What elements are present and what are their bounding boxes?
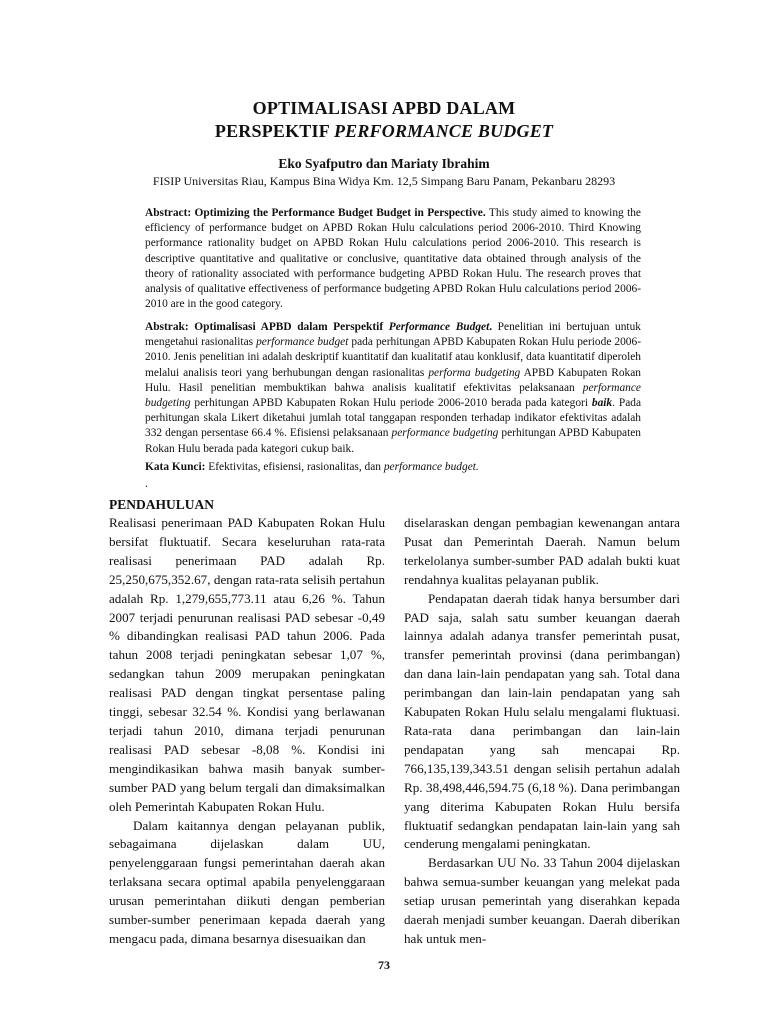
section-heading: PENDAHULUAN (109, 497, 215, 512)
title-line-1: OPTIMALISASI APBD DALAM (252, 98, 516, 118)
abstract-id-italic-2: performa budgeting (428, 366, 521, 379)
abstract-id-text-6: perhitungan APBD Kabupaten Rokan Hulu berada pada kategori cukup baik. (145, 427, 642, 455)
abstract-id-italic-4: baik (591, 397, 613, 410)
keywords-italic: performance budget. (383, 461, 479, 473)
abstract-english (145, 206, 641, 312)
keywords-lead: Kata Kunci: (145, 461, 206, 473)
title-line-2 (0, 120, 768, 143)
keywords-dot: . (145, 476, 148, 490)
abstract-id-italic-3: performance budgeting (145, 381, 641, 410)
right-paragraph-3: Berdasarkan UU No. 33 Tahun 2004 dijelaskan bahwa semua-sumber keuangan yang melekat pada setiap urusan pemerintah yang diserahkan kepada daerah menjadi sumber keuangan. Daerah diberikan hak untuk men- (404, 855, 680, 946)
abstract-indonesian (145, 320, 641, 457)
left-column (109, 514, 385, 949)
right-paragraph-1: diselaraskan dengan pembagian kewenangan antara Pusat dan Pemerintah Daerah. Namun belum terkelolanya sumber-sumber PAD adalah bukti kuat rendahnya kualitas pelayanan publik. (404, 515, 680, 587)
authors: Eko Syafputro dan Mariaty Ibrahim (278, 156, 490, 171)
title-line-2-prefix: PERSPEKTIF (214, 121, 334, 141)
abstract-id-italic-1: performance budget (256, 336, 349, 349)
paper-title (0, 97, 768, 143)
abstract-id-text-4: perhitungan APBD Kabupaten Rokan Hulu periode 2006-2010 berada pada kategori (190, 397, 592, 410)
abstract-english-lead: Abstract: Optimizing the Performance Budget Budget in Perspective. (145, 207, 486, 219)
abstract-id-text-2: pada perhitungan APBD Kabupaten Rokan Hulu periode 2006-2010. Jenis penelitian ini adalah deskriptif kuantitatif dan kualitatif atau konklusif, data kuantitatif diperoleh melalui analisis teori yang berhubungan dengan rasionalitas (145, 336, 641, 379)
title-line-2-italic: PERFORMANCE BUDGET (333, 121, 554, 141)
right-paragraph-2: Pendapatan daerah tidak hanya bersumber dari PAD saja, salah satu sumber keuangan daerah lainnya adalah adanya transfer pemerintah pusat, transfer pemerintah provinsi (dana perimbangan) dan dana lain-lain pendapatan yang sah. Total dana perimbangan dan lain-lain pendapatan yang sah Kabupaten Rokan Hulu selalu mengalami fluktuasi. Rata-rata dana perimbangan dan lain-lain pendapatan yang sah mencapai Rp. 766,135,139,343.51 dengan selisih pertahun adalah Rp. 38,498,446,594.75 (6,18 %). Dana perimbangan yang diterima Kabupaten Rokan Hulu bersifa fluktuatif sedangkan pendapatan lain-lain yang sah cenderung mengalami peningkatan. (404, 590, 680, 852)
abstract-id-italic-5: performance budgeting (391, 427, 499, 440)
abstract-indonesian-lead-end: . (489, 321, 493, 333)
abstract-id-text-3: APBD Kabupaten Rokan Hulu. Hasil penelitian membuktikan bahwa analisis kualitatif efektivitas pelaksanaan (145, 366, 641, 394)
keywords (145, 460, 641, 475)
left-paragraph-2: Dalam kaitannya dengan pelayanan publik, sebagaimana dijelaskan dalam UU, penyelenggaraan fungsi pemerintahan daerah akan terlaksana secara optimal apabila penyelenggaraan urusan pemerintahan diikuti dengan pemberian sumber-sumber penerimaan kepada daerah yang mengacu pada, dimana besarnya disesuaikan dan (109, 817, 385, 946)
abstract-indonesian-lead-italic: Performance Budget (388, 321, 490, 333)
abstract-indonesian-lead: Abstrak: Optimalisasi APBD dalam Perspektif (145, 321, 389, 333)
page-number: 73 (378, 958, 390, 972)
abstract-id-text-5: . Pada perhitungan skala Likert diketahui jumlah total tanggapan responden terhadap indikator efektivitas adalah 332 dengan persentase 66.4 %. Efisiensi pelaksanaan (145, 397, 642, 440)
left-paragraph-1: Realisasi penerimaan PAD Kabupaten Rokan Hulu bersifat fluktuatif. Secara keseluruhan rata-rata realisasi penerimaan PAD adalah Rp. 25,250,675,352.67, dengan rata-rata selisih pertahun adalah Rp. 1,279,655,773.11 atau 6,26 %. Tahun 2007 terjadi penurunan realisasi PAD sebesar -0,49 % dibandingkan realisasi PAD tahun 2006. Pada tahun 2008 terjadi peningkatan sebesar 1,07 %, sedangkan tahun 2009 merupakan peningkatan realisasi PAD dengan tingkat persentase paling tinggi, sebesar 32.54 %. Kondisi yang berlawanan terjadi tahun 2010, dimana terjadi penurunan realisasi PAD sebesar -8,08 %. Kondisi ini mengindikasikan bahwa masih banyak sumber-sumber PAD yang belum tergali dan dimaksimalkan oleh Pemerintah Kabupaten Rokan Hulu. (109, 515, 385, 814)
abstract-id-text-1: Penelitian ini bertujuan untuk mengetahui rasionalitas (145, 321, 641, 349)
keywords-body: Efektivitas, efisiensi, rasionalitas, dan (205, 461, 384, 473)
abstract-english-body: This study aimed to knowing the efficiency of performance budget on APBD Rokan Hulu calculations period 2006-2010. Third Knowing performance rationality budget on APBD Rokan Hulu calculations period 2006-2010. This research is descriptive quantitative and qualitative or conclusive, quantitative data obtained through analysis of the theory of rationality associated with performance budgeting APBD Rokan Hulu. The research proves that analysis of qualitative effectiveness of performance budgeting APBD Rokan Hulu calculations period 2006-2010 are in the good category. (145, 207, 641, 311)
affiliation: FISIP Universitas Riau, Kampus Bina Widya Km. 12,5 Simpang Baru Panam, Pekanbaru 28293 (152, 174, 616, 188)
right-column (404, 514, 680, 949)
